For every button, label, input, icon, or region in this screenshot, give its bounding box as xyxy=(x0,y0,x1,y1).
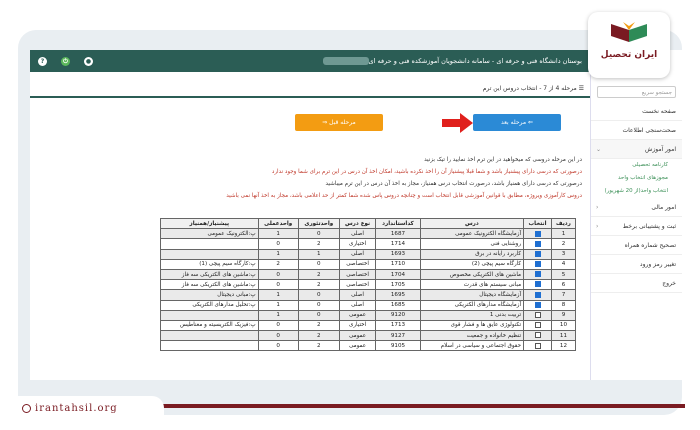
course-type: اختصاصی xyxy=(339,280,376,290)
course-code: 9105 xyxy=(376,341,420,351)
course-name: آزمایشگاه دیجیتال xyxy=(420,290,523,300)
checkbox-icon[interactable] xyxy=(535,312,541,318)
practical-units: 1 xyxy=(258,310,298,320)
help-icon[interactable]: ? xyxy=(38,57,47,66)
course-type: عمومی xyxy=(339,341,376,351)
table-header-row xyxy=(161,219,576,229)
sidebar-item-home[interactable]: صفحه نخست xyxy=(591,102,682,121)
header-title: بوستان دانشگاه فنی و حرفه ای - سامانه دانشجویان آموزشکده فنی و حرفه ای xyxy=(319,57,583,65)
blurred-user-name xyxy=(323,57,369,65)
table-row[interactable] xyxy=(161,249,576,259)
row-number: 5 xyxy=(551,269,575,279)
theory-units: 2 xyxy=(298,269,339,279)
theory-units: 2 xyxy=(298,331,339,341)
book-logo-icon xyxy=(607,20,651,46)
col-header-code: کداستاندارد xyxy=(376,219,420,229)
course-code: 9127 xyxy=(376,331,420,341)
sidebar-item-verify-info[interactable]: صحت‌سنجی اطلاعات xyxy=(591,121,682,140)
chevron-down-icon: ⌄ xyxy=(596,146,602,153)
theory-units: 0 xyxy=(298,310,339,320)
prerequisite xyxy=(161,331,259,341)
theory-units: 1 xyxy=(298,249,339,259)
brand-logo xyxy=(588,12,670,78)
course-name: تربیت بدنی 1 xyxy=(420,310,523,320)
table-body xyxy=(161,229,576,351)
course-name: ماشین های الکتریکی مخصوص xyxy=(420,269,523,279)
next-step-button[interactable]: مرحله بعد ⇐ xyxy=(473,114,561,131)
course-name: حقوق اجتماعی و سیاسی در اسلام xyxy=(420,341,523,351)
table-row[interactable] xyxy=(161,290,576,300)
course-name: روشنایی فنی xyxy=(420,239,523,249)
power-icon[interactable]: ⏻ xyxy=(61,57,70,66)
sidebar-item-finance[interactable] xyxy=(591,198,682,217)
sidebar xyxy=(590,50,682,380)
select-checkbox[interactable] xyxy=(524,269,552,279)
row-number: 11 xyxy=(551,331,575,341)
theory-units: 0 xyxy=(298,300,339,310)
table-row[interactable] xyxy=(161,341,576,351)
row-number: 3 xyxy=(551,249,575,259)
checkbox-icon[interactable] xyxy=(535,241,541,247)
chevron-left-icon: ‹ xyxy=(596,204,599,211)
sidebar-item-label: ثبت و پشتیبانی برخط xyxy=(622,223,676,230)
prerequisite: پ:ماشین های الکتریکی سه فاز xyxy=(161,269,259,279)
globe-icon xyxy=(22,404,31,413)
course-code: 1713 xyxy=(376,320,420,330)
col-header-row-number: ردیف xyxy=(551,219,575,229)
select-checkbox[interactable] xyxy=(524,290,552,300)
row-number: 7 xyxy=(551,290,575,300)
col-header-select: انتخاب xyxy=(524,219,552,229)
practical-units: 1 xyxy=(258,229,298,239)
table-row[interactable] xyxy=(161,269,576,279)
practical-units: 0 xyxy=(258,320,298,330)
practical-units: 1 xyxy=(258,300,298,310)
sidebar-item-logout[interactable]: خروج xyxy=(591,274,682,293)
checkbox-icon[interactable] xyxy=(535,302,541,308)
footer-line xyxy=(150,404,685,408)
breadcrumb-icon: ☰ xyxy=(578,85,584,92)
checkbox-icon[interactable] xyxy=(535,271,541,277)
course-type: اصلی xyxy=(339,290,376,300)
sidebar-subitem-course-selection[interactable]: انتخاب واحد(از 20 شهریور) xyxy=(604,188,668,194)
breadcrumb xyxy=(30,80,590,98)
theory-units: 2 xyxy=(298,239,339,249)
sidebar-item-password[interactable]: تغییر رمز ورود xyxy=(591,255,682,274)
courses-table xyxy=(160,218,576,351)
row-number: 6 xyxy=(551,280,575,290)
practical-units: 0 xyxy=(258,280,298,290)
sidebar-item-phone[interactable]: تصحیح شماره همراه xyxy=(591,236,682,255)
portal-screen xyxy=(30,50,590,380)
course-type: اختصاصی xyxy=(339,259,376,269)
sidebar-subitem-transcript[interactable]: کارنامه تحصیلی xyxy=(632,162,668,168)
sidebar-item-label: امور مالی xyxy=(651,204,676,211)
practical-units: 1 xyxy=(258,249,298,259)
course-type: عمومی xyxy=(339,331,376,341)
table-row[interactable] xyxy=(161,310,576,320)
table-row[interactable] xyxy=(161,331,576,341)
theory-units: 0 xyxy=(298,259,339,269)
prerequisite xyxy=(161,239,259,249)
chevron-left-icon: ‹ xyxy=(596,223,599,230)
site-url[interactable]: irantahsil.org xyxy=(35,402,118,414)
col-header-practical: واحدعملی xyxy=(258,219,298,229)
note-2: درصورتی که درسی دارای پیشنیاز باشد و شما قبلا پیشنیاز آن را اخذ نکرده باشید، امکان اخذ آن درس در این ترم برای شما وجود ندارد xyxy=(271,169,582,175)
table-row[interactable] xyxy=(161,229,576,239)
course-code: 1685 xyxy=(376,300,420,310)
practical-units: 0 xyxy=(258,341,298,351)
prerequisite: پ:الکترونیک عمومی xyxy=(161,229,259,239)
row-number: 4 xyxy=(551,259,575,269)
row-number: 2 xyxy=(551,239,575,249)
theory-units: 0 xyxy=(298,290,339,300)
course-type: اصلی xyxy=(339,249,376,259)
checkbox-icon[interactable] xyxy=(535,281,541,287)
row-number: 12 xyxy=(551,341,575,351)
note-1: در این مرحله دروسی که میخواهید در این ترم اخذ نمایید را تیک بزنید xyxy=(424,157,582,163)
checkbox-icon[interactable] xyxy=(535,231,541,237)
row-number: 1 xyxy=(551,229,575,239)
checkbox-icon[interactable] xyxy=(535,251,541,257)
prerequisite: پ:کارگاه سیم پیچی (1) xyxy=(161,259,259,269)
select-checkbox[interactable] xyxy=(524,259,552,269)
table-row[interactable] xyxy=(161,280,576,290)
course-code: 1710 xyxy=(376,259,420,269)
course-type: عمومی xyxy=(339,310,376,320)
select-checkbox[interactable] xyxy=(524,331,552,341)
course-name: کاربرد رایانه در برق xyxy=(420,249,523,259)
course-name: آزمایشگاه الکترونیک عمومی xyxy=(420,229,523,239)
course-type: اختیاری xyxy=(339,239,376,249)
col-header-course: درس xyxy=(420,219,523,229)
course-name: تکنولوژی عایق ها و فشار قوی xyxy=(420,320,523,330)
prerequisite: پ:مبانی دیجیتال xyxy=(161,290,259,300)
row-number: 10 xyxy=(551,320,575,330)
course-type: اختصاصی xyxy=(339,269,376,279)
table-row[interactable] xyxy=(161,320,576,330)
select-checkbox[interactable] xyxy=(524,300,552,310)
practical-units: 0 xyxy=(258,331,298,341)
note-4: دروس کارآموزی ویروژه، مطابق با قوانین آموزشی قابل انتخاب است و چنانچه دروس پاس شده شما کمتر از حد اعلامی باشد، مجاز به اخذ آنها نمی باشید xyxy=(226,193,582,199)
table-row[interactable] xyxy=(161,259,576,269)
practical-units: 0 xyxy=(258,269,298,279)
course-type: اختیاری xyxy=(339,320,376,330)
checkbox-icon[interactable] xyxy=(535,322,541,328)
practical-units: 1 xyxy=(258,290,298,300)
footer-brand xyxy=(14,396,164,420)
select-checkbox[interactable] xyxy=(524,249,552,259)
sidebar-item-label: امور آموزش xyxy=(645,146,676,153)
theory-units: 0 xyxy=(298,229,339,239)
course-code: 1693 xyxy=(376,249,420,259)
table-row[interactable] xyxy=(161,239,576,249)
theory-units: 2 xyxy=(298,280,339,290)
theory-units: 2 xyxy=(298,320,339,330)
course-code: 1687 xyxy=(376,229,420,239)
red-arrow-icon xyxy=(440,112,474,134)
note-3: درصورتی که درسی دارای همنیاز باشد، درصورت انتخاب درس همنیاز، مجاز به اخذ آن درس در این ترم میباشید xyxy=(325,181,582,187)
select-checkbox[interactable] xyxy=(524,341,552,351)
select-checkbox[interactable] xyxy=(524,229,552,239)
course-code: 1714 xyxy=(376,239,420,249)
sidebar-item-education[interactable] xyxy=(591,140,682,159)
prerequisite: پ:تحلیل مدارهای الکتریکی xyxy=(161,300,259,310)
practical-units: 2 xyxy=(258,259,298,269)
sidebar-item-support[interactable] xyxy=(591,217,682,236)
prerequisite xyxy=(161,341,259,351)
course-code: 1705 xyxy=(376,280,420,290)
checkbox-icon[interactable] xyxy=(535,261,541,267)
course-code: 1704 xyxy=(376,269,420,279)
prerequisite: پ:فیزیک الکتریسیته و مغناطیس xyxy=(161,320,259,330)
course-name: تنظیم خانواده و جمعیت xyxy=(420,331,523,341)
sidebar-subitem-permits[interactable]: مجوزهای انتخاب واحد xyxy=(618,175,668,181)
col-header-prereq: پیشنیاز/همنیاز xyxy=(161,219,259,229)
breadcrumb-text: مرحله 4 از 7 - انتخاب دروس این ترم xyxy=(482,85,577,92)
course-code: 9120 xyxy=(376,310,420,320)
row-number: 9 xyxy=(551,310,575,320)
theory-units: 2 xyxy=(298,341,339,351)
course-type: اصلی xyxy=(339,300,376,310)
course-name: مبانی سیستم های قدرت xyxy=(420,280,523,290)
sidebar-search-input[interactable]: جستجو سریع xyxy=(597,86,676,98)
course-name: کارگاه سیم پیچی (2) xyxy=(420,259,523,269)
prerequisite xyxy=(161,249,259,259)
header-icons xyxy=(38,57,93,66)
select-checkbox[interactable] xyxy=(524,280,552,290)
col-header-type: نوع درس xyxy=(339,219,376,229)
logo-text: ایران تحصیل xyxy=(600,50,658,60)
col-header-theory: واحدتئوری xyxy=(298,219,339,229)
course-name: آزمایشگاه مدارهای الکتریکی xyxy=(420,300,523,310)
prerequisite xyxy=(161,310,259,320)
prerequisite: پ:ماشین های الکتریکی سه فاز xyxy=(161,280,259,290)
select-checkbox[interactable] xyxy=(524,320,552,330)
course-type: اصلی xyxy=(339,229,376,239)
select-checkbox[interactable] xyxy=(524,310,552,320)
previous-step-button[interactable]: ⇒ مرحله قبل xyxy=(295,114,383,131)
checkbox-icon[interactable] xyxy=(535,343,541,349)
row-number: 8 xyxy=(551,300,575,310)
course-code: 1695 xyxy=(376,290,420,300)
instructions xyxy=(42,154,582,202)
header-bar xyxy=(30,50,590,72)
table-row[interactable] xyxy=(161,300,576,310)
checkbox-icon[interactable] xyxy=(535,332,541,338)
practical-units: 0 xyxy=(258,239,298,249)
checkbox-icon[interactable] xyxy=(535,292,541,298)
select-checkbox[interactable] xyxy=(524,239,552,249)
user-icon[interactable]: ● xyxy=(85,57,92,65)
